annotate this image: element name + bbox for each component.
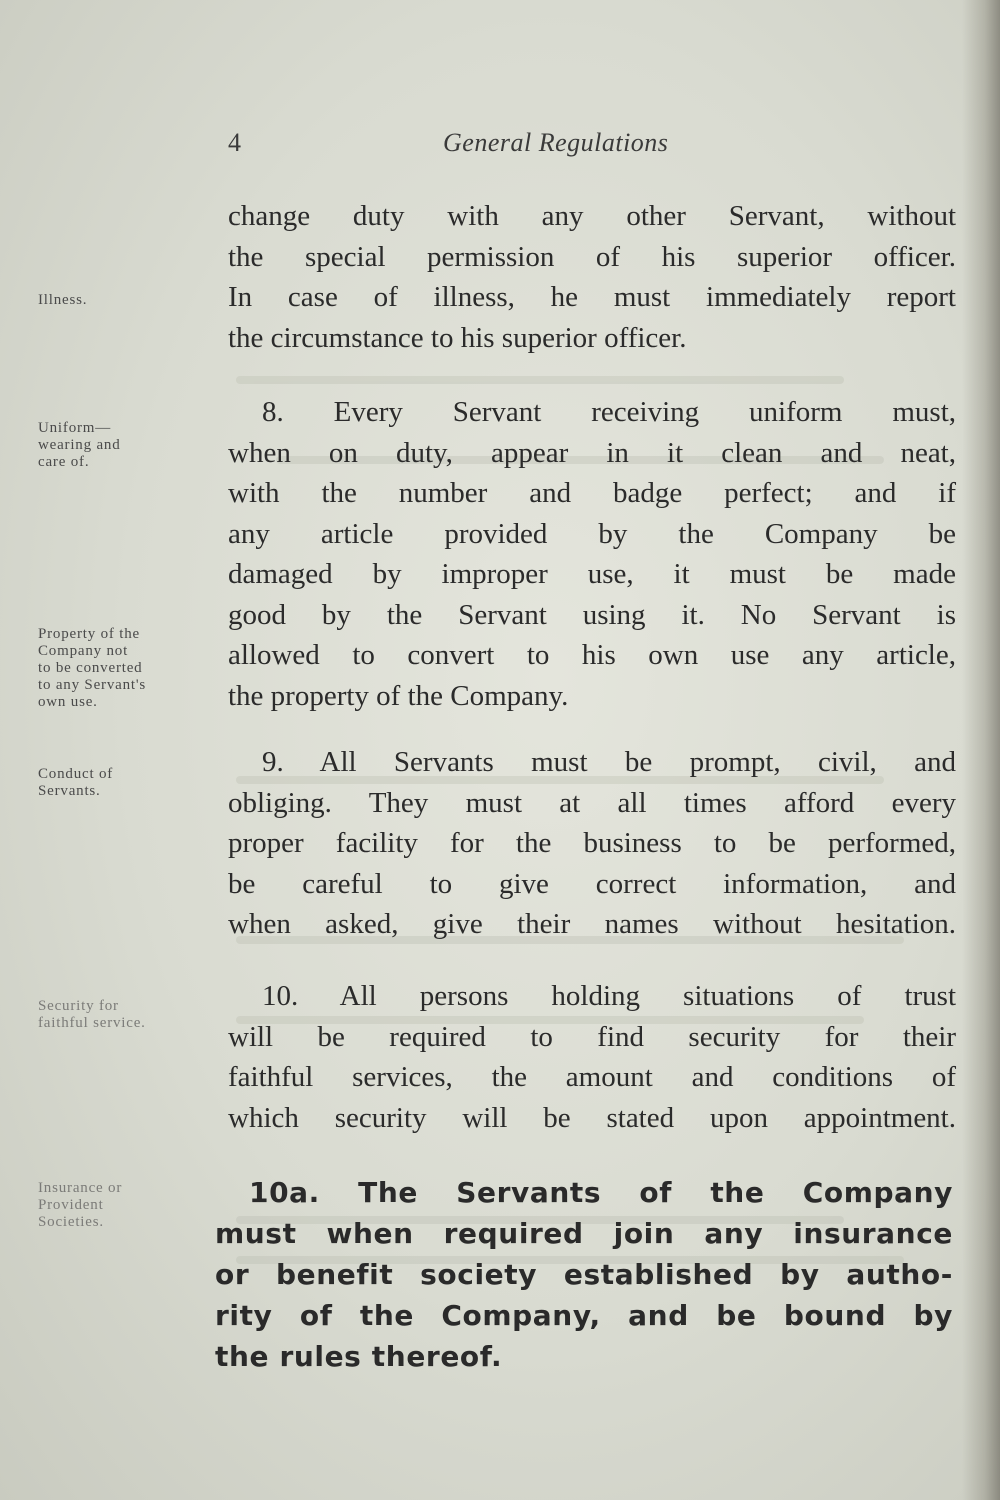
margin-note-property [38,626,213,711]
margin-note-line: Servants. [38,783,101,799]
text-line: change duty with any other Servant, without [228,200,956,232]
text-line: the circumstance to his superior officer. [228,321,687,354]
text-line: with the number and badge perfect; and if [228,477,956,509]
text-line: damaged by improper use, it must be made [228,558,956,590]
text-line: 10a. The Servants of the Company [249,1176,953,1209]
text-line: must when required join any insurance [215,1217,953,1250]
page-gutter-shadow [962,0,1000,1500]
text-line: obliging. They must at all times afford every [228,786,956,819]
paragraph-10 [228,976,956,1138]
text-line: In case of illness, he must immediately report [228,281,956,313]
margin-note-line: to be converted [38,660,143,676]
text-line: will be required to find security for their [228,1020,956,1053]
margin-note-line: Illness. [38,292,88,308]
text-line: 10. All persons holding situations of trust [262,980,956,1012]
margin-note-line: Provident [38,1197,104,1213]
running-head: General Regulations [443,128,669,157]
margin-note-uniform [38,420,213,471]
page-header [228,128,748,168]
margin-note-line: faithful service. [38,1015,146,1031]
paragraph-continuation [228,196,956,358]
text-line: the rules thereof. [215,1340,503,1373]
text-line: good by the Servant using it. No Servant is [228,598,956,631]
text-line: when on duty, appear in it clean and neat, [228,436,956,469]
text-line: any article provided by the Company be [228,517,956,550]
text-line: faithful services, the amount and conditions of [228,1061,956,1093]
margin-note-line: wearing and [38,437,121,453]
margin-note-line: Uniform— [38,420,112,436]
text-line: 9. All Servants must be prompt, civil, and [262,746,956,778]
margin-note-line: care of. [38,454,90,470]
text-line: proper facility for the business to be performed, [228,827,956,859]
paragraph-9 [228,742,956,945]
margin-note-line: own use. [38,694,98,710]
margin-note-security [38,998,213,1032]
text-line: rity of the Company, and be bound by [215,1299,953,1332]
margin-note-insurance [38,1180,213,1231]
page-number: 4 [228,128,241,157]
margin-note-line: Conduct of [38,766,114,782]
text-line: the special permission of his superior officer. [228,240,956,273]
text-line: or benefit society established by autho- [215,1258,953,1291]
text-line: the property of the Company. [228,679,569,712]
text-line: allowed to convert to his own use any article, [228,639,956,671]
margin-note-line: to any Servant's [38,677,146,693]
margin-note-line: Societies. [38,1214,104,1230]
margin-note-illness [38,292,213,309]
text-line: 8. Every Servant receiving uniform must, [262,396,956,428]
margin-note-line: Property of the [38,626,140,642]
margin-note-line: Company not [38,643,129,659]
margin-note-line: Security for [38,998,119,1014]
paragraph-10a [215,1172,953,1377]
text-line: be careful to give correct information, and [228,867,956,900]
margin-note-conduct [38,766,213,800]
paragraph-8 [228,392,956,716]
text-line: when asked, give their names without hesitation. [228,908,956,940]
margin-note-line: Insurance or [38,1180,123,1196]
text-line: which security will be stated upon appointment. [228,1101,956,1134]
